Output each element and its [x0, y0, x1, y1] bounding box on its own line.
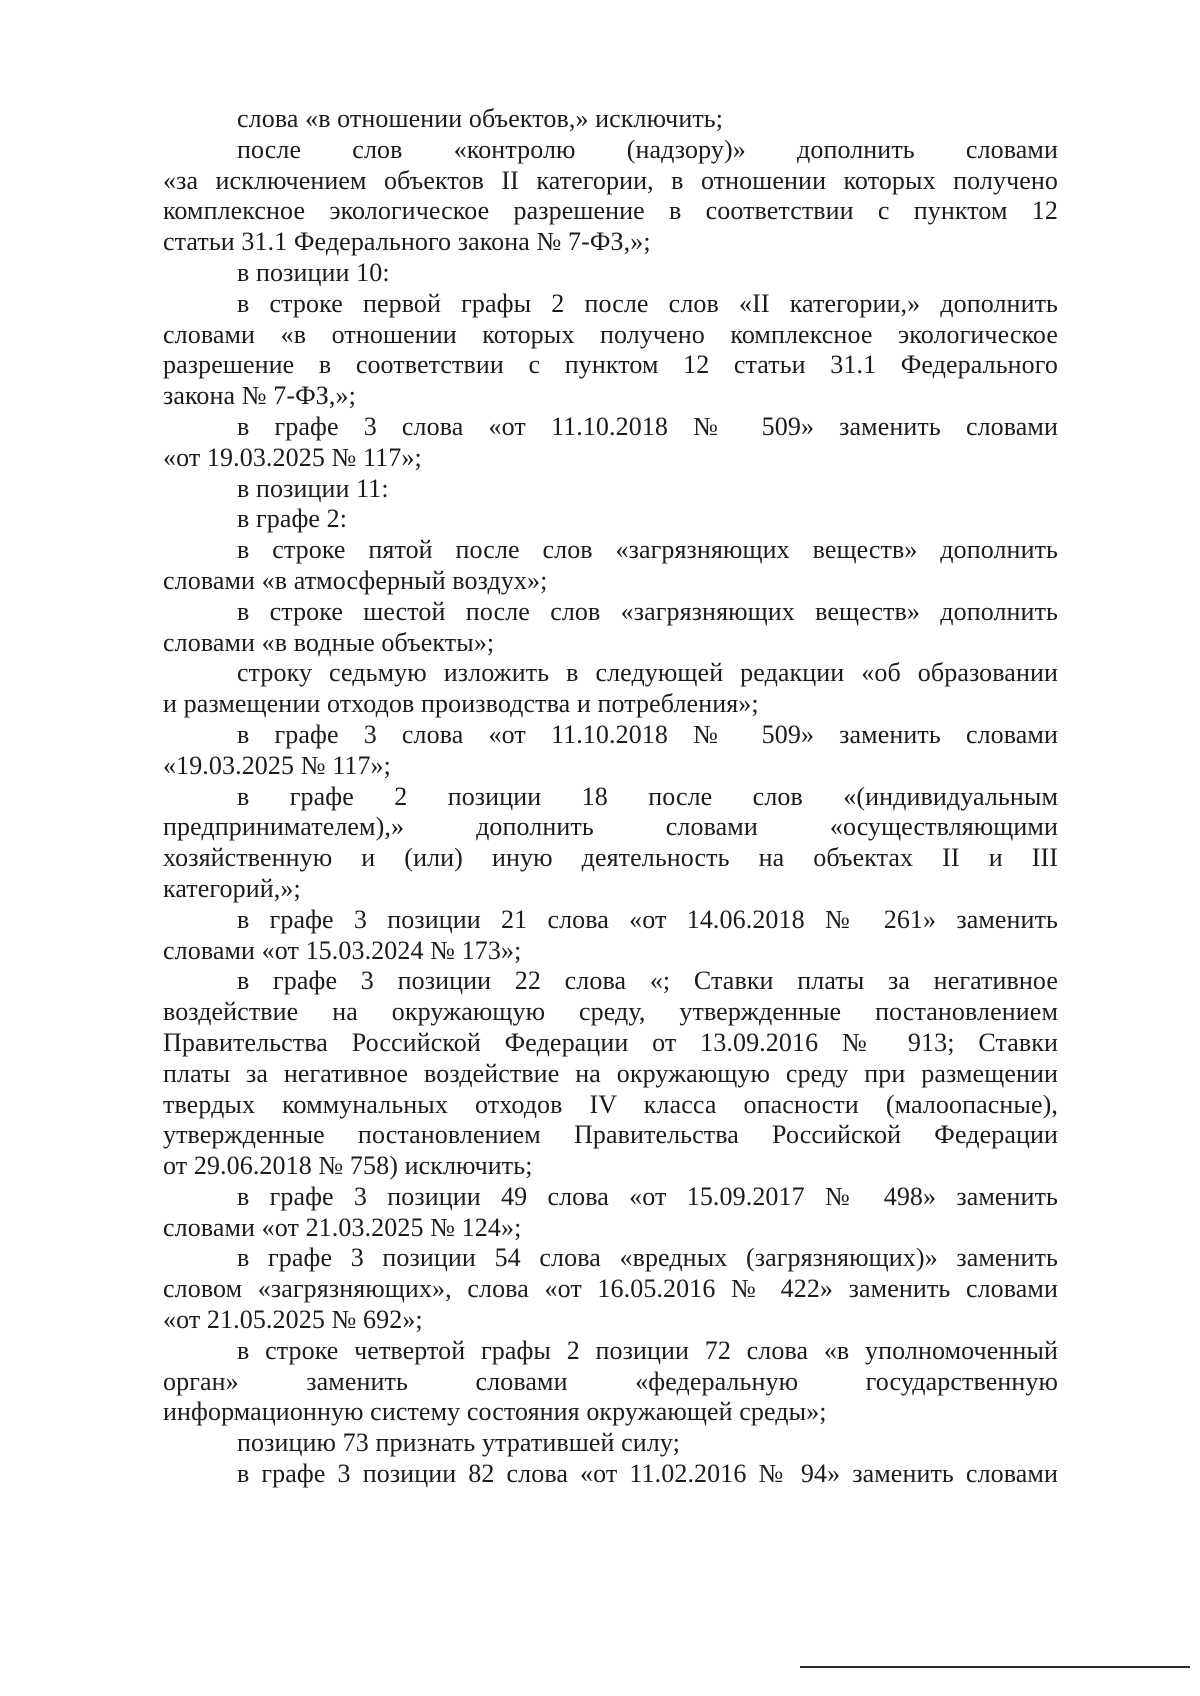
document-line: «от 19.03.2025 № 117»; [163, 442, 422, 472]
document-line: в графе 3 позиции 49 слова «от 15.09.2017 № 498» заменить [237, 1181, 1058, 1211]
document-line: словами «в атмосферный воздух»; [163, 565, 548, 595]
document-line: закона № 7-ФЗ,»; [163, 381, 356, 411]
document-line: орган» заменить словами «федеральную государственную [163, 1366, 1058, 1396]
document-line: «от 21.05.2025 № 692»; [163, 1305, 423, 1335]
document-body [163, 104, 1058, 1490]
footer-rule [800, 1666, 1190, 1668]
document-line: в строке четвертой графы 2 позиции 72 слова «в уполномоченный [237, 1335, 1058, 1365]
document-line: воздействие на окружающую среду, утвержденные постановлением [163, 997, 1058, 1027]
document-line: в графе 2 позиции 18 после слов «(индивидуальным [237, 781, 1058, 811]
document-line: в графе 2: [237, 504, 348, 534]
document-line: словами «в отношении которых получено комплексное экологическое [163, 319, 1058, 349]
document-line: в строке шестой после слов «загрязняющих веществ» дополнить [237, 596, 1058, 626]
document-line: в графе 3 слова «от 11.10.2018 № 509» заменить словами [237, 719, 1058, 749]
document-line: строку седьмую изложить в следующей редакции «об образовании [237, 658, 1058, 688]
document-line: хозяйственную и (или) иную деятельность на объектах II и III [163, 843, 1058, 873]
document-line: в графе 3 позиции 22 слова «; Ставки платы за негативное [237, 966, 1058, 996]
document-line: в позиции 11: [237, 473, 389, 503]
document-line: «19.03.2025 № 117»; [163, 750, 391, 780]
document-line: в графе 3 позиции 54 слова «вредных (загрязняющих)» заменить [237, 1243, 1058, 1273]
document-line: словами «в водные объекты»; [163, 627, 495, 657]
document-line: от 29.06.2018 № 758) исключить; [163, 1151, 533, 1181]
document-line: твердых коммунальных отходов IV класса опасности (малоопасные), [163, 1089, 1058, 1119]
document-line: платы за негативное воздействие на окружающую среду при размещении [163, 1058, 1058, 1088]
document-line: словами «от 15.03.2024 № 173»; [163, 935, 522, 965]
document-line: «за исключением объектов II категории, в отношении которых получено [163, 165, 1058, 195]
document-line: в строке первой графы 2 после слов «II категории,» дополнить [237, 288, 1058, 318]
document-line: категорий,»; [163, 873, 301, 903]
document-line: слова «в отношении объектов,» исключить; [237, 104, 724, 133]
document-line: и размещении отходов производства и потребления»; [163, 689, 759, 719]
document-line: в позиции 10: [237, 257, 390, 287]
document-line: комплексное экологическое разрешение в соответствии с пунктом 12 [163, 196, 1058, 226]
document-line: в строке пятой после слов «загрязняющих веществ» дополнить [237, 535, 1058, 565]
document-line: Правительства Российской Федерации от 13.09.2016 № 913; Ставки [163, 1027, 1058, 1057]
document-line: информационную систему состояния окружающей среды»; [163, 1397, 827, 1427]
document-line: в графе 3 слова «от 11.10.2018 № 509» заменить словами [237, 411, 1058, 441]
document-line: позицию 73 признать утратившей силу; [237, 1428, 680, 1458]
document-line: статьи 31.1 Федерального закона № 7-ФЗ,»; [163, 227, 651, 257]
document-line: словами «от 21.03.2025 № 124»; [163, 1212, 522, 1242]
document-line: разрешение в соответствии с пунктом 12 статьи 31.1 Федерального [163, 350, 1058, 380]
document-line: словом «загрязняющих», слова «от 16.05.2016 № 422» заменить словами [163, 1274, 1058, 1304]
document-line: утвержденные постановлением Правительства Российской Федерации [163, 1120, 1058, 1150]
document-line: после слов «контролю (надзору)» дополнить словами [237, 134, 1058, 164]
document-line: в графе 3 позиции 21 слова «от 14.06.2018 № 261» заменить [237, 904, 1058, 934]
document-line: в графе 3 позиции 82 слова «от 11.02.2016 № 94» заменить словами [237, 1459, 1058, 1489]
document-line: предпринимателем),» дополнить словами «осуществляющими [163, 812, 1058, 842]
